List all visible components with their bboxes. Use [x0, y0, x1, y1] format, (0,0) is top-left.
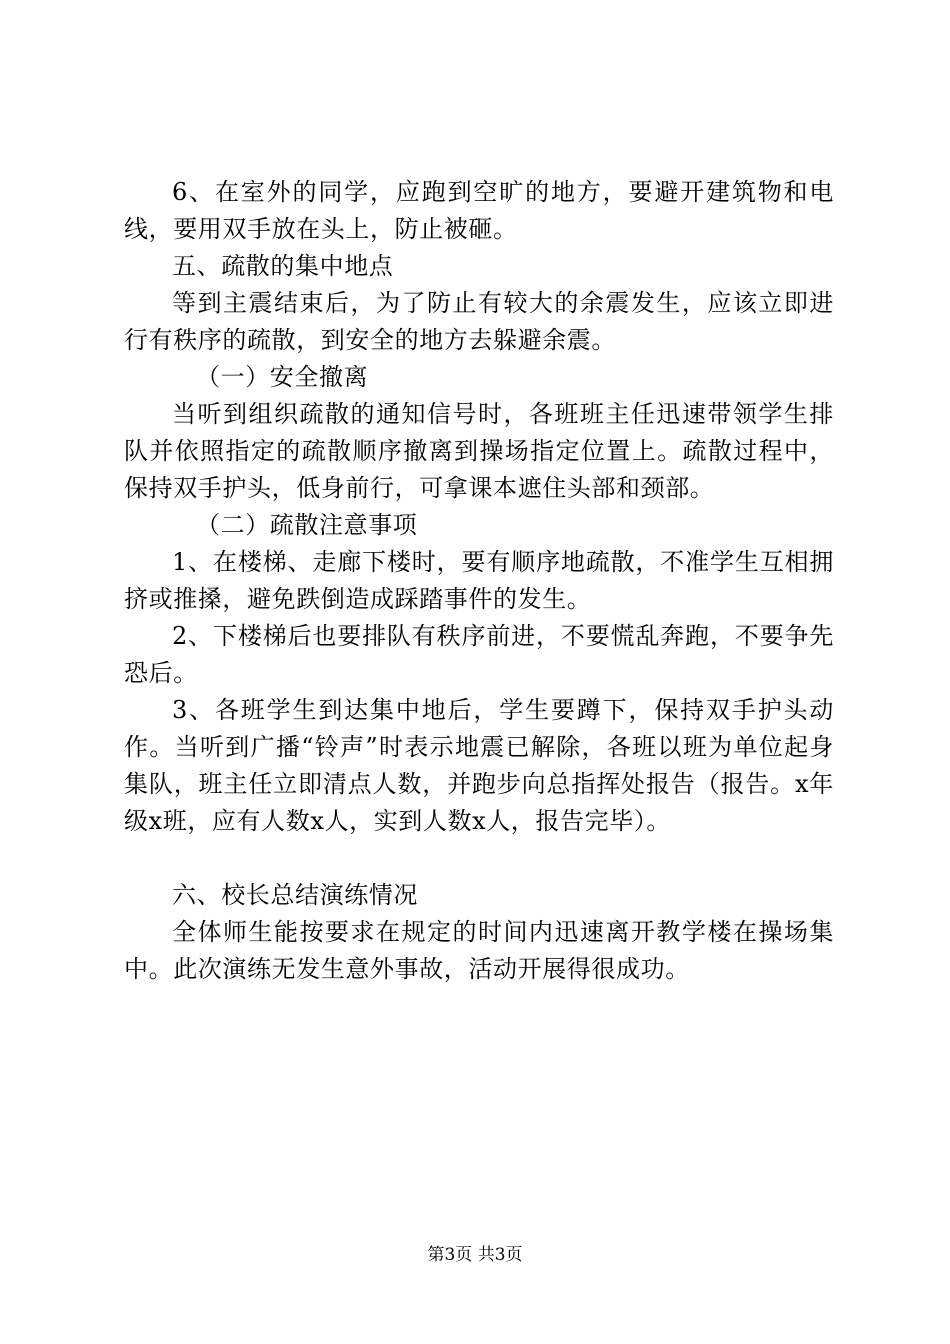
paragraph-orderly-evacuation: 等到主震结束后，为了防止有较大的余震发生，应该立即进行有秩序的疏散，到安全的地方去躲避余震。 [124, 289, 834, 354]
paragraph-note-1: 1、在楼梯、走廊下楼时，要有顺序地疏散，不准学生互相拥挤或推搡，避免跌倒造成踩踏事件的发生。 [124, 548, 834, 613]
paragraph-spacer [124, 840, 834, 877]
document-body [124, 174, 834, 988]
paragraph-summary: 全体师生能按要求在规定的时间内迅速离开教学楼在操场集中。此次演练无发生意外事故，活动开展得很成功。 [124, 918, 834, 983]
subheading-safe-evacuation: （一）安全撤离 [196, 363, 369, 391]
subheading-evacuation-notes: （二）疏散注意事项 [196, 511, 418, 539]
heading-principal-summary: 六、校长总结演练情况 [172, 881, 418, 909]
paragraph-note-2: 2、下楼梯后也要排队有秩序前进，不要慌乱奔跑，不要争先恐后。 [124, 622, 834, 687]
paragraph-note-3: 3、各班学生到达集中地后，学生要蹲下，保持双手护头动作。当听到广播“铃声”时表示地震已解除，各班以班为单位起身集队，班主任立即清点人数，并跑步向总指挥处报告（报告。x年级x班，应有人数x人，实到人数x人，报告完毕）。 [124, 696, 834, 835]
page-number-footer: 第3页 共3页 [427, 1245, 523, 1265]
paragraph-evacuation-signal: 当听到组织疏散的通知信号时，各班班主任迅速带领学生排队并依照指定的疏散顺序撤离到操场指定位置上。疏散过程中，保持双手护头，低身前行，可拿课本遮住头部和颈部。 [124, 400, 834, 502]
paragraph-outdoor-safety: 6、在室外的同学，应跑到空旷的地方，要避开建筑物和电线，要用双手放在头上，防止被砸。 [124, 178, 834, 243]
heading-assembly-point: 五、疏散的集中地点 [172, 252, 394, 280]
